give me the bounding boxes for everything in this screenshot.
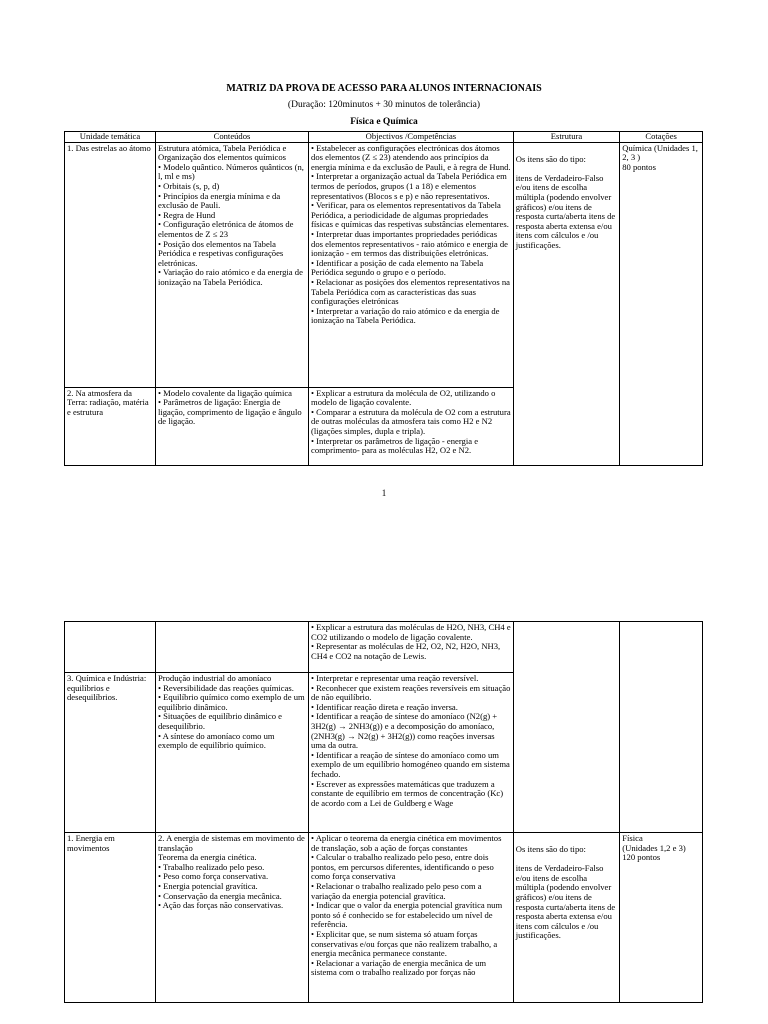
objectives-cell: • Estabelecer as configurações electrónicas dos átomos dos elementos (Z ≤ 23) atendendo aos princípios da energia mínima e da exclusão de Pauli, e à regra de Hund. • Interpretar a organização actual da Tabela Periódica em termos de períodos, grupos (1 a 18) e elementos representativos (Blocos s e p) e não representativos. • Verificar, para os elementos representativos da Tabela Periódica, a periodicidade de algumas propriedades físicas e químicas das respetivas substâncias elementares. • Interpretar duas importantes propriedades periódicas dos elementos representativos - raio atómico e energia de ionização - em termos das distribuições eletrónicas. • Identificar a posição de cada elemento na Tabela Periódica segundo o grupo e o período. • Relacionar as posições dos elementos representativos na Tabela Periódica com as características das suas configurações eletrónicas • Interpretar a variação do raio atómico e da energia de ionização na Tabela Periódica. — [309, 142, 514, 387]
page-2 — [0, 600, 768, 1024]
table-row — [65, 142, 703, 387]
document-duration: (Duração: 120minutos + 30 minutos de tolerância) — [287, 100, 481, 110]
objectives-cell: • Interpretar e representar uma reação reversível. • Reconhecer que existem reações reversíveis em situação de não equilíbrio. • Identificar reação direta e reação inversa. • Identificar a reação de síntese do amoníaco (N2(g) + 3H2(g) → 2NH3(g)) e a decomposição do amoníaco, (2NH3(g) → N2(g) + 3H2(g)) como reações inversas uma da outra. • Identificar a reação de síntese do amoníaco como um exemplo de um equilíbrio homogéneo quando em sistema fechado. • Escrever as expressões matemáticas que traduzem a constante de equilíbrio em termos de concentração (Kc) de acordo com a Lei de Guldberg e Wage — [309, 673, 514, 833]
structure-cell: Os itens são do tipo: itens de Verdadeiro-Falso e/ou itens de escolha múltipla (podendo envolver gráficos) e/ou itens de resposta curta/aberta itens de resposta aberta extensa e/ou itens com cálculos e /ou justificações. — [513, 142, 620, 465]
objectives-cell: • Aplicar o teorema da energia cinética em movimentos de translação, sob a ação de forças constantes • Calcular o trabalho realizado pelo peso, entre dois pontos, em percursos diferentes, identificando o peso como força conservativa • Relacionar o trabalho realizado pelo peso com a variação da energia potencial gravítica. • Indicar que o valor da energia potencial gravítica num ponto só é conhecido se for estabelecido um nível de referência. • Explicitar que, se num sistema só atuam forças conservativas e/ou forças que não realizem trabalho, a energia mecânica permanece constante. • Relacionar a variação de energia mecânica de um sistema com o trabalho realizado por forças não — [309, 833, 514, 1003]
scores-cell — [620, 622, 703, 833]
structure-cell: Os itens são do tipo: itens de Verdadeiro-Falso e/ou itens de escolha múltipla (podendo envolver gráficos) e/ou itens de resposta curta/aberta itens de resposta aberta extensa e/ou itens com cálculos e /ou justificações. — [513, 833, 620, 1003]
table-row — [65, 622, 703, 673]
objectives-cell: • Explicar a estrutura da molécula de O2, utilizando o modelo de ligação covalente. • Comparar a estrutura da molécula de O2 com a estrutura de outras moléculas da atmosfera tais como H2 e N2 (ligações simples, dupla e tripla). • Interpretar os parâmetros de ligação - energia e comprimento- para as moléculas H2, O2 e N2. — [309, 387, 514, 465]
section-title: Física e Química — [350, 117, 418, 127]
page-number: 1 — [381, 488, 387, 498]
unit-cell: 2. Na atmosfera da Terra: radiação, matéria e estrutura — [65, 387, 156, 465]
scores-cell: Física (Unidades 1,2 e 3) 120 pontos — [620, 833, 703, 1003]
contents-cell: • Modelo covalente da ligação química • Parâmetros de ligação: Energia de ligação, comprimento de ligação e ângulo de ligação. — [155, 387, 308, 465]
exam-matrix-table-continued — [64, 621, 703, 1003]
header-objectives: Objectivos /Competências — [309, 132, 514, 143]
unit-cell: 3. Química e Indústria: equilíbrios e desequilíbrios. — [65, 673, 156, 833]
contents-cell: Produção industrial do amoníaco • Reversibilidade das reações químicas. • Equilíbrio químico como exemplo de um equilíbrio dinâmico. • Situações de equilíbrio dinâmico e desequilíbrio. • A síntese do amoníaco como um exemplo de equilíbrio químico. — [155, 673, 308, 833]
unit-cell: 1. Energia em movimentos — [65, 833, 156, 1003]
header-scores: Cotações — [620, 132, 703, 143]
contents-cell — [155, 622, 308, 673]
table-header-row — [65, 132, 703, 143]
header-unit: Unidade temática — [65, 132, 156, 143]
unit-cell: 1. Das estrelas ao átomo — [65, 142, 156, 387]
contents-cell: 2. A energia de sistemas em movimento de translação Teorema da energia cinética. • Trabalho realizado pelo peso. • Peso como força conservativa. • Energia potencial gravítica. • Conservação da energia mecânica. • Ação das forças não conservativas. — [155, 833, 308, 1003]
header-structure: Estrutura — [513, 132, 620, 143]
contents-cell: Estrutura atómica, Tabela Periódica e Organização dos elementos químicos • Modelo quântico. Números quânticos (n, l, ml e ms) • Orbitais (s, p, d) • Princípios da energia mínima e da exclusão de Pauli. • Regra de Hund • Configuração eletrónica de átomos de elementos de Z ≤ 23 • Posição dos elementos na Tabela Periódica e respetivas configurações eletrónicas. • Variação do raio atómico e da energia de ionização na Tabela Periódica. — [155, 142, 308, 387]
exam-matrix-table — [64, 131, 703, 466]
structure-cell — [513, 622, 620, 833]
table-row — [65, 833, 703, 1003]
document-title: MATRIZ DA PROVA DE ACESSO PARA ALUNOS INTERNACIONAIS — [226, 83, 542, 94]
objectives-cell: • Explicar a estrutura das moléculas de H2O, NH3, CH4 e CO2 utilizando o modelo de ligação covalente. • Representar as moléculas de H2, O2, N2, H2O, NH3, CH4 e CO2 na notação de Lewis. — [309, 622, 514, 673]
scores-cell: Química (Unidades 1, 2, 3 ) 80 pontos — [620, 142, 703, 465]
header-contents: Conteúdos — [155, 132, 308, 143]
unit-cell — [65, 622, 156, 673]
